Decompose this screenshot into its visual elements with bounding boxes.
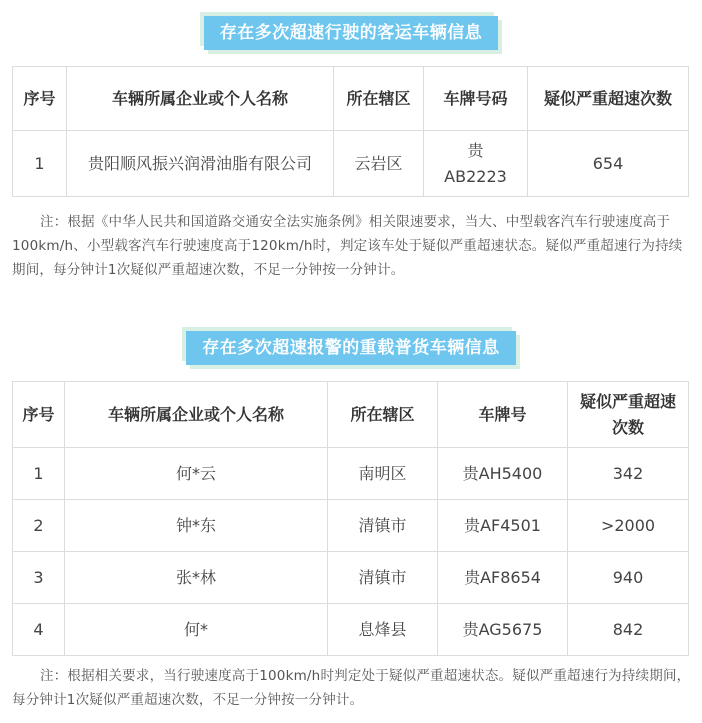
cell-index: 1: [13, 131, 67, 197]
cell-plate: 贵AH5400: [438, 448, 568, 500]
header-plate: 车牌号码: [424, 67, 528, 131]
cell-count: 940: [568, 552, 689, 604]
cell-company: 钟*东: [65, 500, 328, 552]
header-index: 序号: [13, 67, 67, 131]
header-district: 所在辖区: [328, 382, 438, 448]
section2-title: 存在多次超速报警的重载普货车辆信息: [186, 331, 516, 365]
header-company: 车辆所属企业或个人名称: [65, 382, 328, 448]
cell-plate: 贵AF8654: [438, 552, 568, 604]
cell-plate: 贵AB2223: [424, 131, 528, 197]
cell-district: 云岩区: [334, 131, 424, 197]
section1-title: 存在多次超速行驶的客运车辆信息: [204, 16, 499, 50]
section2-title-wrap: [0, 331, 702, 365]
table-row: [13, 552, 689, 604]
cell-company: 何*云: [65, 448, 328, 500]
table-row: [13, 448, 689, 500]
cell-district: 清镇市: [328, 552, 438, 604]
passenger-vehicle-table: [12, 66, 689, 197]
header-district: 所在辖区: [334, 67, 424, 131]
cell-plate: 贵AG5675: [438, 604, 568, 656]
table-header-row: [13, 67, 689, 131]
table-row: [13, 604, 689, 656]
header-plate: 车牌号: [438, 382, 568, 448]
header-count: 疑似严重超速次数: [528, 67, 689, 131]
section2-note: 注：根据相关要求，当行驶速度高于100km/h时判定处于疑似严重超速状态。疑似严重超速行为持续期间，每分钟计1次疑似严重超速次数，不足一分钟按一分钟计。: [12, 668, 691, 708]
header-company: 车辆所属企业或个人名称: [67, 67, 334, 131]
cell-district: 南明区: [328, 448, 438, 500]
freight-vehicle-table: [12, 381, 689, 656]
cell-plate: 贵AF4501: [438, 500, 568, 552]
cell-district: 清镇市: [328, 500, 438, 552]
cell-count: 342: [568, 448, 689, 500]
header-count: 疑似严重超速次数: [568, 382, 689, 448]
cell-index: 2: [13, 500, 65, 552]
table-header-row: [13, 382, 689, 448]
cell-company: 何*: [65, 604, 328, 656]
cell-index: 1: [13, 448, 65, 500]
cell-count: >2000: [568, 500, 689, 552]
cell-company: 贵阳顺风振兴润滑油脂有限公司: [67, 131, 334, 197]
section1-title-wrap: [0, 16, 702, 50]
cell-count: 842: [568, 604, 689, 656]
cell-index: 3: [13, 552, 65, 604]
cell-company: 张*林: [65, 552, 328, 604]
header-index: 序号: [13, 382, 65, 448]
cell-index: 4: [13, 604, 65, 656]
table-row: [13, 131, 689, 197]
table-row: [13, 500, 689, 552]
section1-note: 注：根据《中华人民共和国道路交通安全法实施条例》相关限速要求，当大、中型载客汽车行驶速度高于100km/h、小型载客汽车行驶速度高于120km/h时，判定该车处于疑似严重超速状态。疑似严重超速行为持续期间，每分钟计1次疑似严重超速次数，不足一分钟按一分钟计。: [12, 214, 683, 278]
cell-count: 654: [528, 131, 689, 197]
cell-district: 息烽县: [328, 604, 438, 656]
